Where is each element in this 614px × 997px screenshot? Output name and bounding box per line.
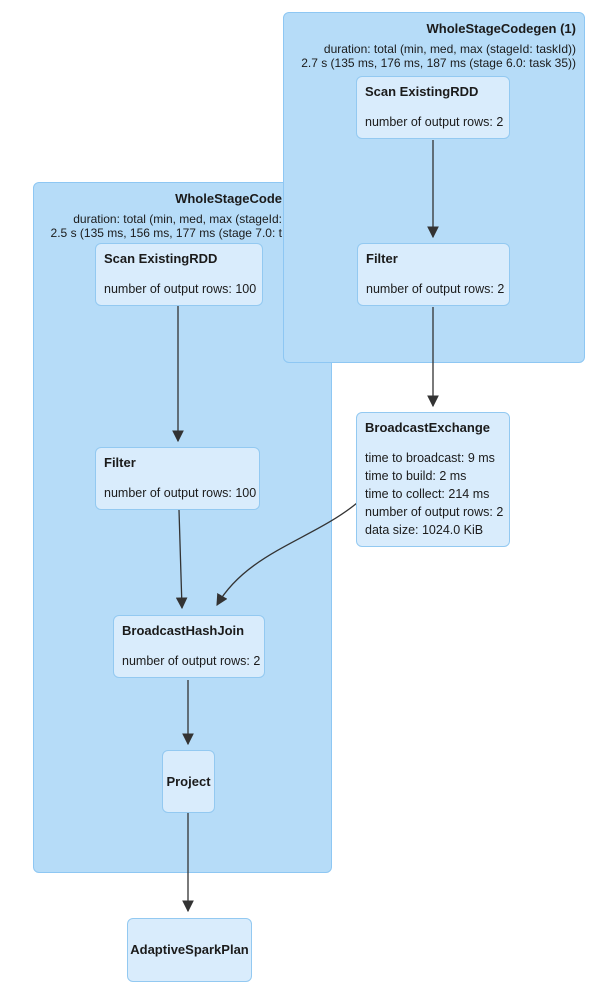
cluster-1-duration-label: duration: total (min, med, max (stageId: taskId)) bbox=[323, 42, 576, 56]
node-adaptivesparkplan[interactable] bbox=[127, 918, 252, 982]
node-filter-1[interactable] bbox=[357, 243, 510, 306]
cluster-2-title: WholeStageCode bbox=[175, 191, 282, 206]
node-metric: number of output rows: 2 bbox=[365, 115, 504, 129]
cluster-1-duration-value: 2.7 s (135 ms, 176 ms, 187 ms (stage 6.0: task 35)) bbox=[301, 56, 576, 70]
node-metric: number of output rows: 2 bbox=[365, 505, 504, 519]
node-title: Project bbox=[166, 773, 211, 789]
node-title: BroadcastHashJoin bbox=[122, 623, 245, 638]
cluster-1-title: WholeStageCodegen (1) bbox=[426, 21, 576, 36]
node-title: Filter bbox=[366, 251, 398, 266]
node-metric: number of output rows: 100 bbox=[104, 486, 257, 500]
node-broadcasthashjoin[interactable] bbox=[113, 615, 265, 678]
cluster-2-duration-label: duration: total (min, med, max (stageId: bbox=[73, 212, 282, 226]
node-metric: time to build: 2 ms bbox=[365, 469, 467, 483]
node-title: Scan ExistingRDD bbox=[104, 251, 218, 266]
cluster-1-header bbox=[284, 13, 584, 70]
cluster-2-duration bbox=[34, 212, 282, 240]
node-metric: data size: 1024.0 KiB bbox=[365, 523, 484, 537]
node-project[interactable] bbox=[162, 750, 215, 813]
node-metric: number of output rows: 100 bbox=[104, 282, 257, 296]
node-metric: number of output rows: 2 bbox=[122, 654, 261, 668]
node-title: Filter bbox=[104, 455, 136, 470]
node-scan-existingrdd-2[interactable] bbox=[95, 243, 263, 306]
cluster-wholestagecodegen-1 bbox=[283, 12, 585, 363]
node-scan-existingrdd-1[interactable] bbox=[356, 76, 510, 139]
node-title: AdaptiveSparkPlan bbox=[130, 942, 249, 957]
node-metric: number of output rows: 2 bbox=[366, 282, 505, 296]
node-metric: time to broadcast: 9 ms bbox=[365, 451, 495, 465]
cluster-1-duration bbox=[284, 42, 576, 70]
node-title: BroadcastExchange bbox=[365, 420, 490, 435]
node-filter-2[interactable] bbox=[95, 447, 260, 510]
node-broadcastexchange[interactable] bbox=[356, 412, 510, 547]
node-title: Scan ExistingRDD bbox=[365, 84, 479, 99]
node-metric: time to collect: 214 ms bbox=[365, 487, 490, 501]
cluster-2-duration-value: 2.5 s (135 ms, 156 ms, 177 ms (stage 7.0: t bbox=[50, 226, 282, 240]
